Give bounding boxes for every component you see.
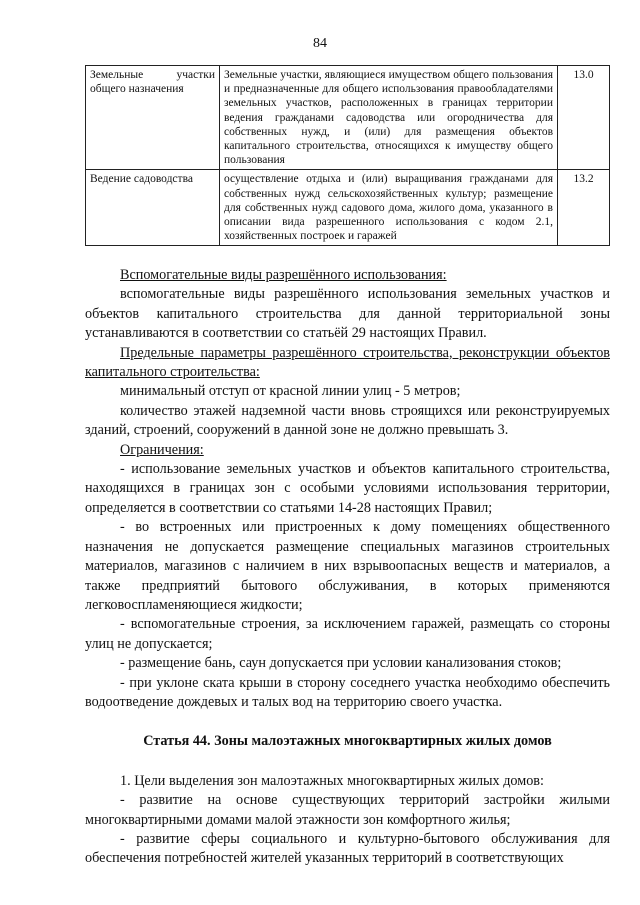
table-row [86, 66, 610, 170]
goal-item: - развитие сферы социального и культурно-бытового обслуживания для обеспечения потребностей жителей указанных территорий в соответствующих [85, 830, 610, 867]
limits-setback: минимальный отступ от красной линии улиц - 5 метров; [120, 383, 461, 400]
restrictions-heading: Ограничения: [120, 441, 204, 458]
table-cell-name: Ведение садоводства [86, 170, 220, 246]
article-heading: Статья 44. Зоны малоэтажных многоквартирных жилых домов [143, 733, 552, 750]
goals-intro: 1. Цели выделения зон малоэтажных многоквартирных жилых домов: [120, 772, 544, 789]
restriction-item: - при уклоне ската крыши в сторону соседнего участка необходимо обеспечить водоотведение дождевых и талых вод на территорию своего участка. [85, 674, 610, 710]
restriction-item: - вспомогательные строения, за исключением гаражей, размещать со стороны улиц не допускается; [85, 616, 610, 652]
land-use-table [85, 65, 610, 246]
restriction-item: - размещение бань, саун допускается при условии канализования стоков; [120, 655, 562, 672]
table-cell-name: Земельные участки общего назначения [86, 66, 220, 170]
table-cell-description: Земельные участки, являющиеся имуществом общего пользования и предназначенные для общего использования правообладателями земельных участков, расположенных в границах территории ведения гражданами садоводства или огородничества для собственных нужд, и (или) для размещения объектов капитального строительства, относящихся к имуществу общего пользования [220, 66, 558, 170]
limits-floors: количество этажей надземной части вновь строящихся или реконструируемых зданий, строений, сооружений в данной зоне не должно превышать 3. [85, 402, 610, 439]
document-body [85, 266, 610, 869]
aux-uses-text: вспомогательные виды разрешённого использования земельных участков и объектов капитального строительства для данной территориальной зоны устанавливаются в соответствии со статьёй 29 настоящих Правил. [85, 286, 610, 342]
table-cell-code: 13.2 [558, 170, 610, 246]
limits-heading: Предельные параметры разрешённого строительства, реконструкции объектов капитального строительства: [85, 344, 610, 381]
table-row [86, 170, 610, 246]
restriction-item: - во встроенных или пристроенных к дому помещениях общественного назначения не допускается размещение специальных магазинов строительных материалов, магазинов с наличием в них взрывоопасных веществ и материалов, а также предприятий бытового обслуживания, в которых применяются легковоспламеняющиеся жидкости; [85, 519, 610, 613]
table-cell-code: 13.0 [558, 66, 610, 170]
restriction-item: - использование земельных участков и объектов капитального строительства, находящихся в границах зон с особыми условиями использования территории, определяется в соответствии со статьями 14-28 настоящих Правил; [85, 461, 610, 516]
aux-uses-heading: Вспомогательные виды разрешённого использования: [120, 267, 447, 283]
goal-item: - развитие на основе существующих территорий застройки жилыми многоквартирными домами малой этажности зон комфортного жилья; [85, 792, 610, 828]
page-number: 84 [313, 36, 327, 51]
table-cell-description: осуществление отдыха и (или) выращивания гражданами для собственных нужд сельскохозяйственных культур; размещение для собственных нужд садового дома, жилого дома, указанного в описании вида разрешенного использования с кодом 2.1, хозяйственных построек и гаражей [220, 170, 558, 246]
